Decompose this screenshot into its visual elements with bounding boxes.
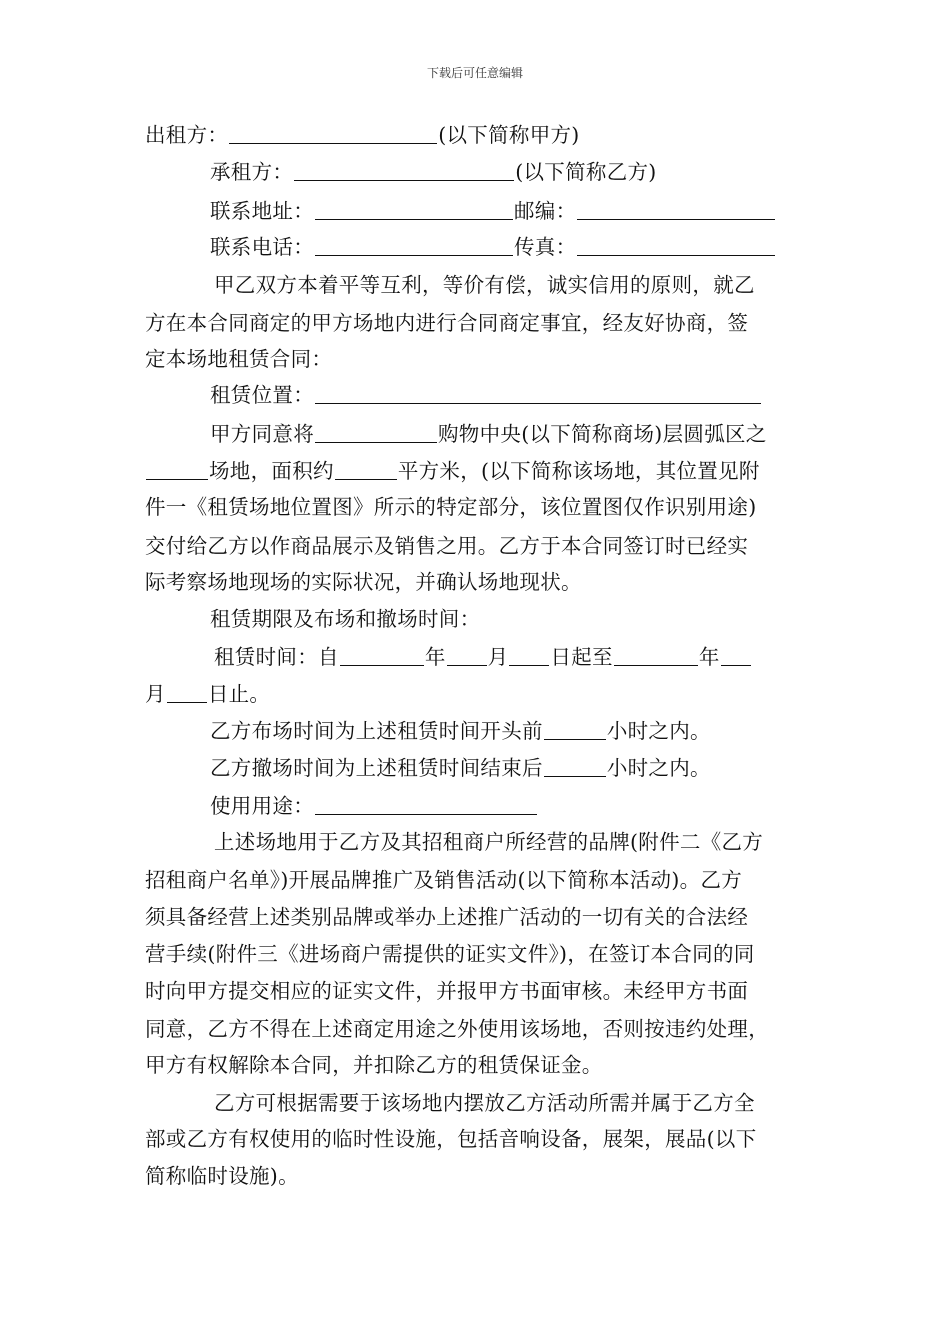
para3-line3: 须具备经营上述类别品牌或举办上述推广活动的一切有关的合法经 <box>145 905 749 929</box>
end-day-blank[interactable] <box>167 682 207 703</box>
term-heading: 租赁期限及布场和撤场时间： <box>210 607 481 631</box>
para4-line1: 乙方可根据需要于该场地内摆放乙方活动所需并属于乙方全 <box>214 1091 755 1115</box>
start-year-blank[interactable] <box>340 645 424 666</box>
end-year-blank[interactable] <box>614 645 698 666</box>
para1-line2: 方在本合同商定的甲方场地内进行合同商定事宜，经友好协商，签 <box>145 311 749 335</box>
para2-line5: 际考察场地现场的实际状况，并确认场地现状。 <box>145 570 582 594</box>
zone-blank[interactable] <box>146 459 208 480</box>
lessor-line: 出租方： (以下简称甲方) <box>145 123 580 147</box>
para3-line4: 营手续(附件三《进场商户需提供的证实文件》)，在签订本合同的同 <box>145 942 755 966</box>
para3-line6: 同意，乙方不得在上述商定用途之外使用该场地，否则按违约处理， <box>145 1017 769 1041</box>
usage-blank[interactable] <box>315 794 537 815</box>
usage-line: 使用用途： <box>210 792 538 820</box>
phone-line: 联系电话： 传真： <box>210 233 776 261</box>
end-month-blank[interactable] <box>721 645 751 666</box>
phone-blank[interactable] <box>315 235 513 256</box>
para2-line1: 甲方同意将 购物中央(以下简称商场)层圆弧区之 <box>210 422 767 446</box>
lease-period-line2: 月 日止。 <box>145 682 271 706</box>
para4-line2: 部或乙方有权使用的临时性设施，包括音响设备，展架，展品(以下 <box>145 1127 757 1151</box>
lease-period-line1: 租赁时间：自 年 月 日起至 年 <box>214 643 752 671</box>
mall-blank[interactable] <box>315 422 437 443</box>
teardown-time-line: 乙方撤场时间为上述租赁时间结束后 小时之内。 <box>210 756 711 780</box>
para3-line7: 甲方有权解除本合同，并扣除乙方的租赁保证金。 <box>145 1053 603 1077</box>
location-line: 租赁位置： <box>210 381 762 409</box>
teardown-hours-blank[interactable] <box>544 756 606 777</box>
lessee-blank[interactable] <box>294 160 514 181</box>
start-day-blank[interactable] <box>509 645 549 666</box>
address-line: 联系地址： 邮编： <box>210 197 776 225</box>
para2-line4: 交付给乙方以作商品展示及销售之用。乙方于本合同签订时已经实 <box>145 534 749 558</box>
fax-blank[interactable] <box>577 235 775 256</box>
para2-line2: 场地，面积约 平方米，(以下简称该场地，其位置见附 <box>145 457 760 485</box>
para3-line5: 时向甲方提交相应的证实文件，并报甲方书面审核。未经甲方书面 <box>145 979 749 1003</box>
para1-line3: 定本场地租赁合同： <box>145 347 333 371</box>
setup-hours-blank[interactable] <box>544 719 606 740</box>
location-blank[interactable] <box>315 383 761 404</box>
lessor-blank[interactable] <box>229 123 437 144</box>
postcode-blank[interactable] <box>577 199 775 220</box>
lessee-line: 承租方： (以下简称乙方) <box>210 160 657 184</box>
address-blank[interactable] <box>315 199 513 220</box>
para3-line2: 招租商户名单》)开展品牌推广及销售活动(以下简称本活动)。乙方 <box>145 868 743 892</box>
para3-line1: 上述场地用于乙方及其招租商户所经营的品牌(附件二《乙方 <box>214 830 764 854</box>
para2-line3: 件一《租赁场地位置图》所示的特定部分，该位置图仅作识别用途) <box>145 495 757 519</box>
setup-time-line: 乙方布场时间为上述租赁时间开头前 小时之内。 <box>210 719 711 743</box>
para4-line3: 简称临时设施)。 <box>145 1164 299 1188</box>
download-note: 下载后可任意编辑 <box>426 66 523 80</box>
start-month-blank[interactable] <box>447 645 487 666</box>
para1-line1: 甲乙双方本着平等互利，等价有偿，诚实信用的原则，就乙 <box>214 273 755 297</box>
area-blank[interactable] <box>335 459 397 480</box>
